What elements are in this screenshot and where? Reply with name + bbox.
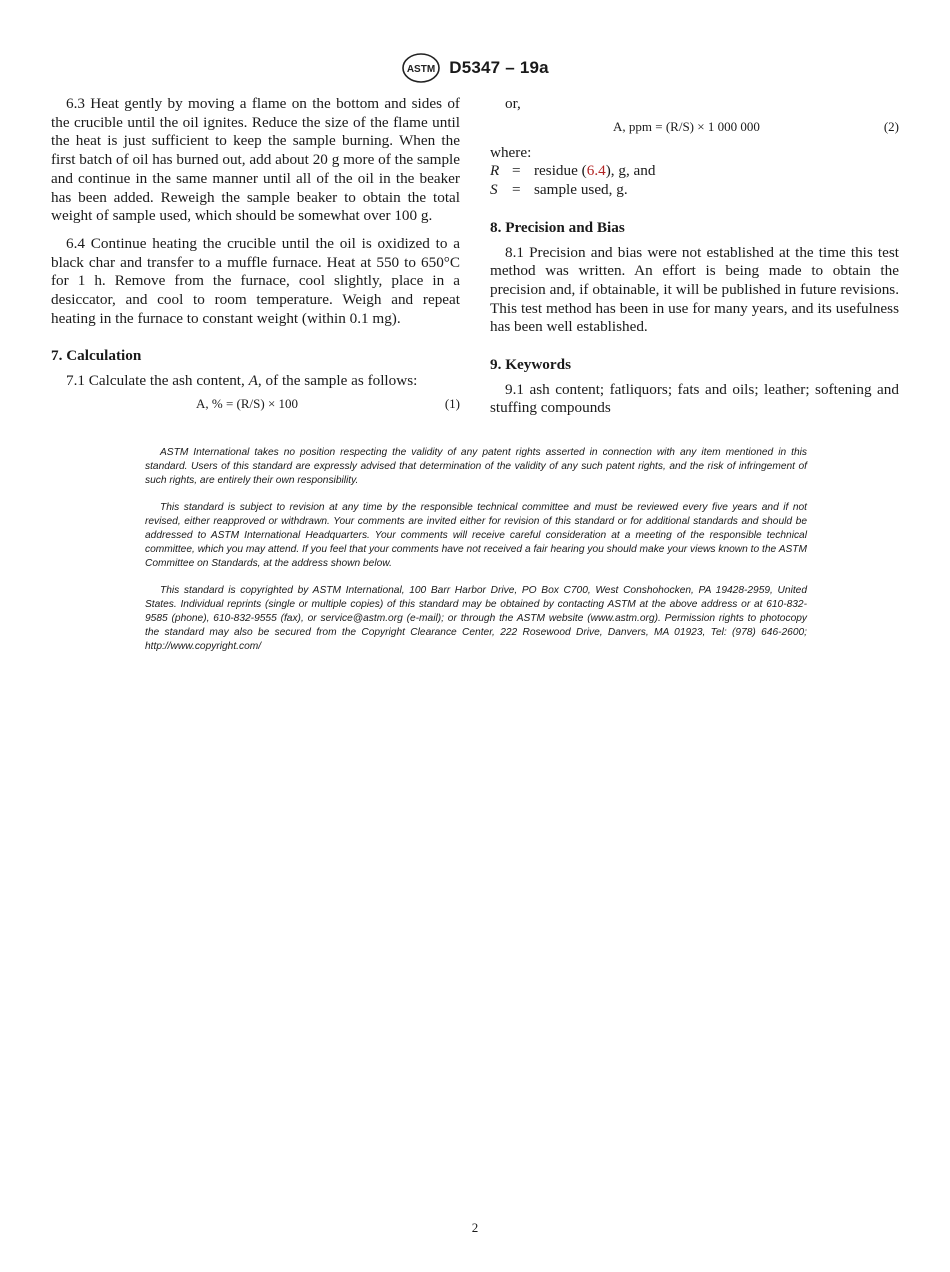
patent-notice: ASTM International takes no position respecting the validity of any patent rights asserted in connection with any item mentioned in this standard. Users of this standard are expressly advised that determination of the validity of any such patent rights, and the risk of infringement of such rights, are entirely their own responsibility. — [145, 447, 807, 486]
paragraph-6-3: 6.3 Heat gently by moving a flame on the bottom and sides of the crucible until the oil ignites. Reduce the size of the flame until the heat is just sufficient to keep the sample burning. When the first batch of oil has burned out, add about 20 g more of the sample and continue in the same manner until all of the oil in the beaker has been added. Reweigh the sample beaker to obtain the total weight of sample used, which should be somewhat over 100 g. — [51, 95, 460, 225]
definition-r-equals: = — [512, 162, 521, 180]
or-text: or, — [505, 95, 521, 112]
revision-notice: This standard is subject to revision at any time by the responsible technical committee and must be reviewed every five years and if not revised, either reapproved or withdrawn. Your comments are invited either for revision of this standard or for additional standards and should be addressed to ASTM International Headquarters. Your comments will receive careful consideration at a meeting of the responsible technical committee, which you may attend. If you feel that your comments have not received a fair hearing you should make your views known to the ASTM Committee on Standards, at the address shown below. — [145, 502, 807, 569]
section-7-heading: 7. Calculation — [51, 347, 142, 365]
definition-r-symbol: R — [490, 162, 500, 180]
equation-2-expression: A, ppm = (R/S) × 1 000 000 — [613, 118, 760, 134]
section-8-heading: 8. Precision and Bias — [490, 218, 625, 236]
paragraph-9-1: 9.1 ash content; fatliquors; fats and oils; leather; softening and stuffing compounds — [490, 380, 899, 417]
definition-s-symbol: S — [490, 181, 498, 199]
where-text: where: — [490, 143, 532, 161]
section-9-heading: 9. Keywords — [490, 356, 571, 374]
definition-s-equals: = — [512, 181, 521, 199]
definition-s-text: sample used, g. — [534, 181, 628, 199]
equation-2-number: (2) — [883, 118, 899, 134]
left-column — [51, 95, 460, 415]
page-number: 2 — [471, 1220, 479, 1235]
definition-s — [490, 181, 899, 200]
paragraph-7-1: 7.1 Calculate the ash content, A, of the sample as follows: — [66, 372, 418, 390]
definition-r: R = residue (6.4), g, and — [490, 162, 656, 180]
astm-logo — [401, 52, 441, 84]
link-6-4[interactable]: 6.4 — [586, 162, 606, 180]
equation-2 — [490, 116, 899, 138]
right-column — [490, 95, 899, 418]
logo-text: ASTM — [407, 64, 436, 75]
equation-1-number: (1) — [444, 395, 460, 411]
paragraph-8-1: 8.1 Precision and bias were not established at the time this test method was written. An effort is being made to obtain the precision and, if obtainable, it will be published in future revisions. This test method has been in use for many years, and its usefulness has been well established. — [490, 243, 899, 336]
equation-1 — [51, 393, 460, 415]
copyright-notice: This standard is copyrighted by ASTM International, 100 Barr Harbor Drive, PO Box C700, West Conshohocken, PA 19428-2959, United States. Individual reprints (single or multiple copies) of this standard may be obtained by contacting ASTM at the above address or at 610-832-9585 (phone), 610-832-9555 (fax), or service@astm.org (e-mail); or through the ASTM website (www.astm.org). Permission rights to photocopy the standard may also be secured from the Copyright Clearance Center, 222 Rosewood Drive, Danvers, MA 01923, Tel: (978) 646-2600; http://www.copyright.com/ — [145, 585, 807, 652]
equation-1-expression: A, % = (R/S) × 100 — [196, 395, 299, 411]
paragraph-6-4: 6.4 Continue heating the crucible until the oil is oxidized to a black char and transfer to a muffle furnace. Heat at 550 to 650°C for 1 h. Remove from the furnace, cool slightly, place in a desiccator, and cool to room temperature. Weigh and repeat heating in the furnace to constant weight (within 0.1 mg). — [51, 234, 460, 327]
document-id: D5347 – 19a — [449, 58, 549, 77]
page-header — [0, 52, 950, 84]
legal-notices — [145, 446, 807, 667]
